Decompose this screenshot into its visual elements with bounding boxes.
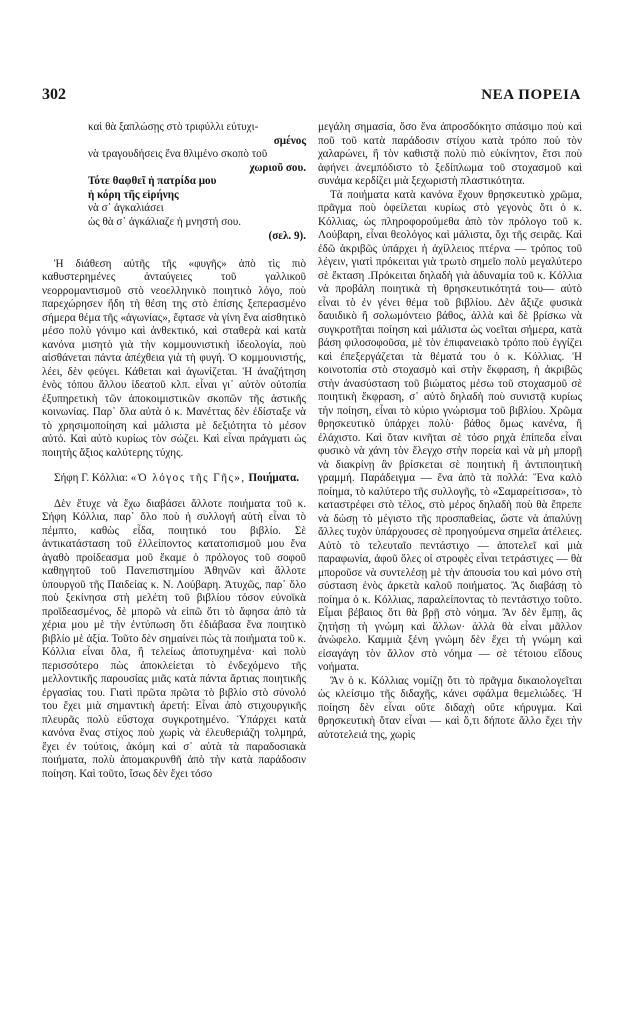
poem-line: Τότε θαφθεῖ ἡ πατρίδα μου	[88, 175, 217, 187]
poem-line: ὡς θὰ σ᾿ ἀγκάλιαζε ἡ μνηστή σου.	[88, 215, 242, 228]
body-paragraph: Δὲν ἔτυχε νὰ ἔχω διαβάσει ἄλλοτε ποιήματα τοῦ κ. Σήφη Κόλλια, παρ᾿ ὅλο ποὺ ἡ συλλογή αὐτὴ εἶναι τὸ πέμπτο, καθὼς εἶδα, ποιητικό του βιβλίο. Σὲ ἀντικατάσταση τοῦ ἐλλείποντος κατατοπισμοῦ μου ἕνα ἀγαθὸ προίδεασμα μοῦ ἔκαμε ὁ πρόλογος τοῦ σοφοῦ καθηγητοῦ τοῦ Πανεπιστημίου Ἀθηνῶν καὶ ἄλλοτε ὑπουργοῦ τῆς Παιδείας κ. Ν. Λούβαρη. Ἀτυχῶς, παρ᾿ ὅλο ποὺ ξεκίνησα στὴ μελέτη τοῦ βιβλίου τόσον εὐνοϊκὰ προϊδεασμένος, δὲ μπορῶ νὰ εἰπῶ ὅτι τὸ ἄφησα ἀπὸ τὰ χέρια μου μὲ τὴν ἐντύπωση ὅτι ἐδιάβασα ἕνα ποιητικὸ βιβλίο μὲ ἀξία. Τοῦτο δὲν σημαίνει πὼς τὰ ποιήματα τοῦ κ. Κόλλια εἶναι ὅλα, ἢ τελείως ἀποτυχημένα· καὶ πολὺ περισσότερο πὼς ἀποκλείεται τὸ ἐνδεχόμενο τῆς μελλοντικῆς παρουσίας μιᾶς κατὰ πάντα ἄρτιας ποιητικῆς ἐργασίας του. Γιατὶ πρῶτα πρῶτα τὸ βιβλίο στὸ σύνολό του ἔχει μιὰ σημαντικὴ ἀρετή: Εἶναι ἀπὸ στιχουργικῆς πλευρᾶς πολὺ εὔστοχα συγκροτημένο. Ὑπάρχει κατὰ κανόνα ἕνας στίχος ποὺ χωρὶς νὰ ἐλευθεριάζη τολμηρά, ἔχει ἐν τούτοις, ἀκόμη καὶ σ᾿ αὐτὰ τὰ παραδοσιακὰ ποιήματα, πολὺ ἀπομακρυνθῆ ἀπὸ τὴν κατὰ παράδοσιν ποίηση. Καὶ τοῦτο, ἴσως δὲν ἔχει τόσο	[42, 497, 306, 780]
body-paragraph: μεγάλη σημασία, ὅσο ἕνα ἀπροσδόκητο σπάσιμο ποὺ καὶ ποῦ τοῦ κατὰ παράδοσιν στίχου κατὰ τρόπο ποὺ τὸν χαλαρώνει, ἢ τὸν καθιστᾷ πολὺ πιὸ εὐκίνητον, ἔτσι ποὺ ἀφήνει ἀνεμπόδιστο τὸ ξεδίπλωμα τοῦ στοχασμοῦ καὶ συνάμα κερδίζει μιὰ ξεχωριστὴ πλαστικότητα.	[318, 121, 582, 187]
review-author: Σήφη Γ. Κόλλια:	[54, 472, 128, 484]
body-paragraph: Τὰ ποιήματα κατὰ κανόνα ἔχουν θρησκευτικὸ χρῶμα, πρᾶγμα ποὺ ὀφείλεται κυρίως στὸ γεγονὸς ὅτι ὁ κ. Κόλλιας, ὡς πληροφορούμεθα ἀπὸ τὸν πρόλογο τοῦ κ. Λούβαρη, εἶναι θεολόγος καὶ μάλιστα, ὄχι τῆς σειρᾶς. Καὶ ἐδῶ ἀκριβῶς ὑπάρχει ἡ ἀχίλλειος πτέρνα — τρόπος τοῦ λέγειν, γιατὶ πρόκειται γιὰ τρωτὸ σημεῖο πολὺ μεγαλύτερο σὲ ἔκταση .Πρόκειται δηλαδὴ γιὰ ἀδυναμία τοῦ κ. Κόλλια νὰ προβάλη ποιητικὰ τὴ θρησκευτικότητά του— αὐτὸ εἶναι τὸ ἐν γένει θέμα τοῦ βιβλίου. Δὲν ἄξιζε φυσικὰ δαυιδικὸ ἢ σολωμόντειο βάθος, ἀλλὰ καὶ δὲ βρίσκω νὰ συγκροτῆται ποίηση καὶ μάλιστα ὡς νοεῖται σήμερα, κατὰ βάση φιλοσοφοῦσα, μὲ τὸν ἐπιφανειακὸ τρόπο ποὺ ἐγγίζει καὶ ἐπεξεργάζεται τὰ θέματά του ὁ κ. Κόλλιας. Ἡ κοινοτοπία στὸ στοχασμὸ καὶ στὴν ἔκφραση, ἡ ἀκριβῶς στὴν ἀνασύσταση τοῦ βιώματος μέσω τοῦ στοχασμοῦ σὲ ποιητικὴ ἔκφραση, σ᾿ αὐτὸ δηλαδὴ ποὺ συνιστᾷ κυρίως τὴν ποίηση, εἶναι τὸ κύριο γνώρισμα τοῦ βιβλίου. Χρῶμα θρησκευτικὸ ὑπάρχει πολὺ· βάθος ὅμως κανένα, ἢ ἐλάχιστο. Καὶ ὅταν κινῆται σὲ τόσο ρηχὰ ἐπίπεδα εἶναι φυσικὸ νὰ χάνη τὸν ἔλεγχο στὴν πορεία καὶ νὰ μὴ μπορῇ νὰ διακρίνῃ ἂν βρίσκεται σὲ ποιητικὴ ἢ ἀντιποιητικὴ γραμμή. Παράδειγμα — ἕνα ἀπὸ τὰ πολλά: Ἕνα καλὸ ποίημα, τὸ καλύτερο τῆς συλλογῆς, τὸ «Σαμαρείτισσα», τὸ καταστρέφει στὸ τέλος, στὸ μέρος δηλαδὴ ποὺ θὰ ἔπρεπε νὰ δώσῃ τὸ μέγιστο τῆς προσπαθείας, ὥστε νὰ ἀπαλύνῃ ἄλλες τυχὸν ὑπάρχουσες σὲ προηγούμενα σημεῖα ἀτέλειες. Αὐτὸ τὸ τελευταῖο πεντάστιχο — ἀποτελεῖ καὶ μιὰ παραφωνία, ἀφοῦ ὅλες οἱ στροφὲς εἶναι τετράστιχες — θὰ μποροῦσε νὰ συντελέσῃ μὲ τὴν ἀπουσία του καὶ μόνο στὴ σύσταση ἑνὸς ἀρκετὰ καλοῦ ποιήματος. Ἂς διαβάσῃ τὸ ποίημα ὁ κ. Κόλλιας, παραλείποντας τὸ πεντάστιχο τοῦτο. Εἶμαι βέβαιος ὅτι θὰ βρῇ στὸ νόημα. Ἂν δὲν ἔμπῃ, ἂς ζητήσῃ τὴ γνώμη καὶ ἄλλων· ἀλλὰ θὰ εἶναι μᾶλλον ἀνώφελο. Καμμιὰ ξένη γνώμη δὲν ἔχει τὴ γνώμη καὶ εἰσαγάγη τὸν ἄλλον στὸ νόημα — σὲ τέτοιου εἴδους νοήματα.	[318, 188, 582, 673]
right-column	[318, 121, 582, 742]
review-heading	[54, 472, 306, 486]
body-paragraph: Ἂν ὁ κ. Κόλλιας νομίζῃ ὅτι τὸ πρᾶγμα δικαιολογεῖται ὡς κλείσιμο τῆς διδαχῆς, κάνει σφάλμα θεμελιώδες. Ἡ ποίηση δὲν εἶναι οὔτε διδαχὴ οὔτε κήρυγμα. Καὶ θρησκευτικὴ ὅταν εἶναι — καὶ ὅ,τι δήποτε ἄλλο ἔχει τὴν αὐτοτελειά της, χωρὶς	[318, 674, 582, 741]
poem-line: σμένος	[273, 134, 306, 147]
poem-quote	[88, 121, 306, 244]
body-paragraph: Ἡ διάθεση αὐτῆς τῆς «φυγῆς» ἀπὸ τὶς πιὸ καθυστερημένες ἀνταύγειες τοῦ γαλλικοῦ νεορρομαντισμοῦ στὸ νεοελληνικὸ ποιητικὸ λόγο, ποὺ παρεχώρησεν ἤδη τὴ θέση της στὸ ἐπίσης ξεπερασμένο σήμερα θέμα τῆς «ἀγωνίας», ἔφτασε νὰ γίνη ἕνα αἰσθητικὸ μέσο πολὺ γόνιμο καὶ ἀνθεκτικό, καὶ σταθερὰ καὶ κατὰ κανόνα μισητὸ γιὰ τὴν κομμουνιστικὴ ἰδεολογία, ποὺ αἰσθάνεται πάντα ἀπέχθεια γιὰ τὴ φυγή. Ὁ κομμουνιστής, λέει, δὲν φεύγει. Κάθεται καὶ ἀγωνίζεται. Ἡ ἀναζήτηση ἑνὸς τόπου ἄλλου ἰδεατοῦ κλπ. εἶναι γι᾿ αὐτὸν οὐτοπία ἐξυπηρετικὴ τῶν ἀποκοιμιστικῶν σκοπῶν τῆς ἀστικῆς κοινωνίας. Παρ᾿ ὅλα αὐτὰ ὁ κ. Μανέττας δὲν ἐδίσταξε νὰ τὸ χρησιμοποίηση καὶ μάλιστα μὲ δεξιότητα τὸ μέσον αὐτό. Καὶ αὐτὸ κυρίως τὸν σώζει. Καὶ εἶναι πράγματι ὡς ποιητὴς ἄξιος καλύτερης τύχης.	[42, 257, 306, 459]
poem-line: νὰ τραγουδήσεις ἕνα θλιμένο σκοπὸ τοῦ	[88, 148, 268, 160]
poem-line: χωριοῦ σου.	[249, 161, 306, 174]
poem-page-reference: (σελ. 9).	[268, 230, 306, 242]
review-genre: Ποιήματα.	[248, 472, 299, 484]
poem-line: ἡ κόρη τῆς εἰρήνης	[88, 188, 179, 201]
review-book-title: «Ὁ λόγος τῆς Γῆς»,	[130, 472, 246, 484]
page-header	[42, 86, 581, 108]
page-number: 302	[42, 86, 66, 103]
left-column	[42, 121, 306, 781]
poem-line: καὶ θὰ ξαπλώσῃς στὸ τριφύλλι εὐτυχι-	[88, 121, 259, 133]
poem-line: νὰ σ᾿ ἀγκαλιάσει	[88, 202, 164, 214]
running-title: ΝΕΑ ΠΟΡΕΙΑ	[481, 87, 581, 103]
